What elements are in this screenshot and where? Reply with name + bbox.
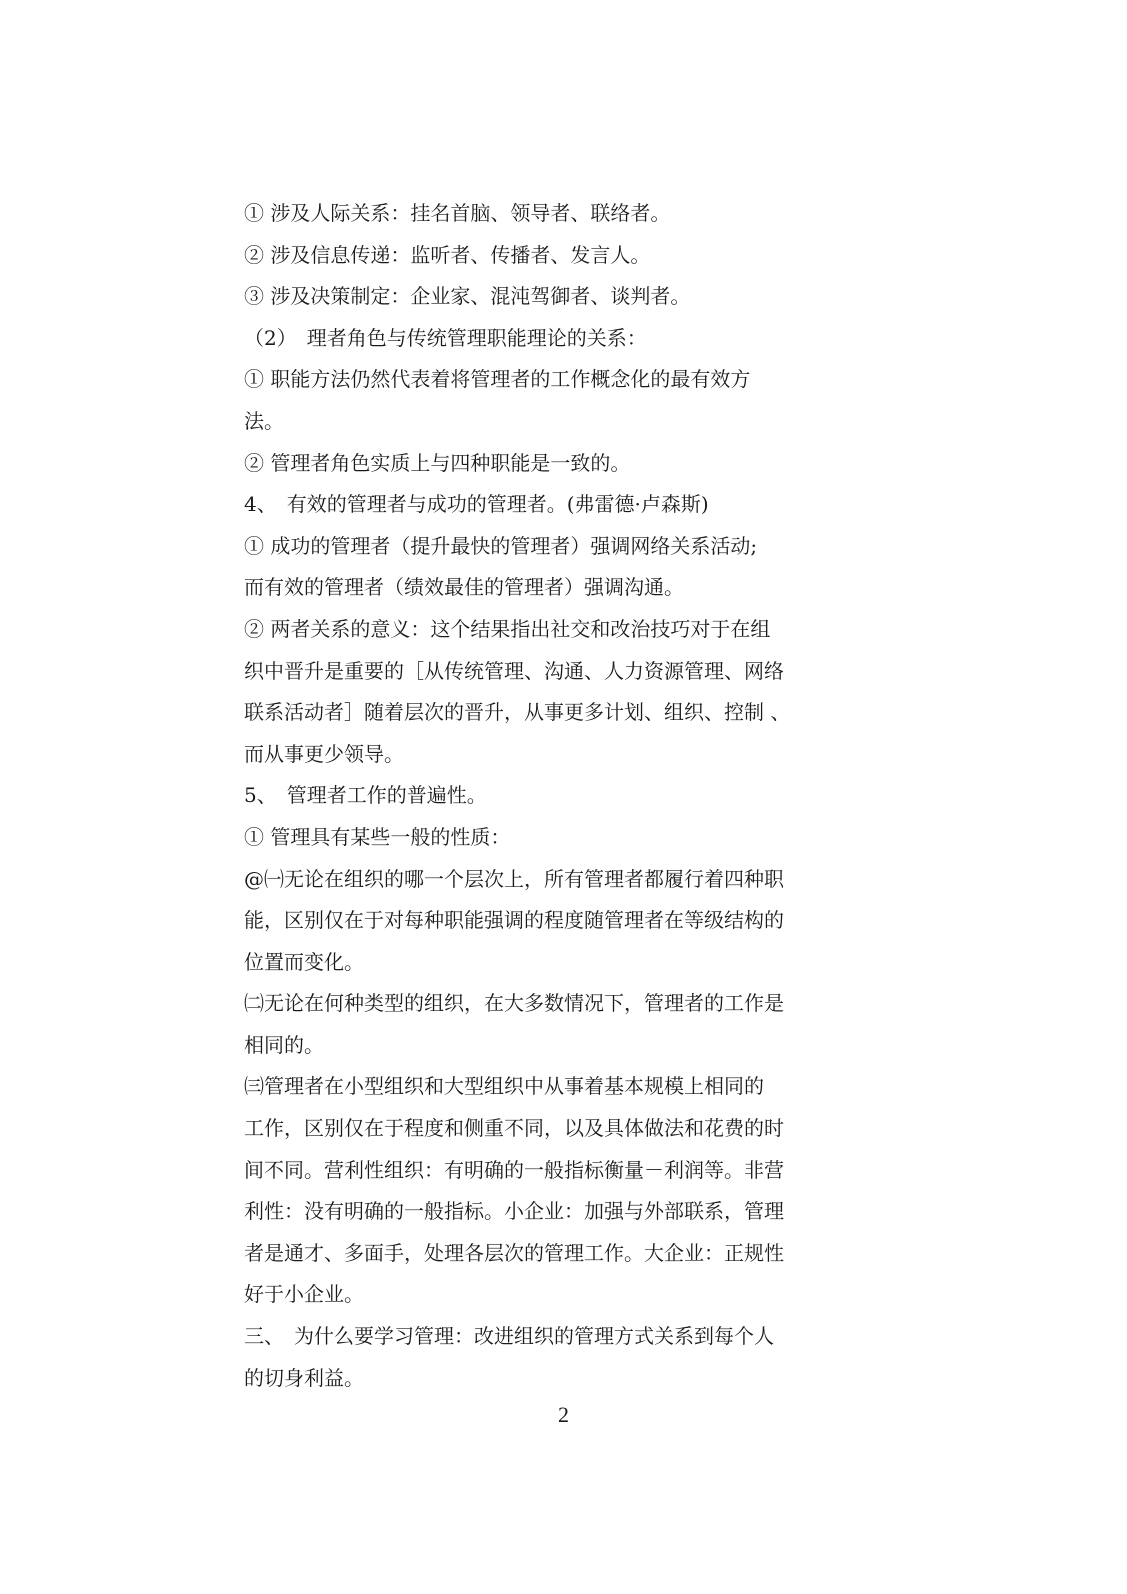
text-line: 而有效的管理者（绩效最佳的管理者）强调沟通。: [244, 575, 684, 600]
section-heading: （2） 理者角色与传统管理职能理论的关系：: [244, 325, 647, 350]
text-line: 间不同。营利性组织：有明确的一般指标衡量－利润等。非营: [244, 1157, 784, 1182]
section-heading: 5、 管理者工作的普遍性。: [244, 783, 487, 808]
text-line: 者是通才、多面手，处理各层次的管理工作。大企业：正规性: [244, 1240, 784, 1265]
document-body: [244, 193, 884, 1399]
text-line: ㈡无论在何种类型的组织，在大多数情况下，管理者的工作是: [244, 991, 784, 1016]
text-line: 利性：没有明确的一般指标。小企业：加强与外部联系，管理: [244, 1199, 784, 1224]
text-line: ㈢管理者在小型组织和大型组织中从事着基本规模上相同的: [244, 1074, 764, 1099]
text-line: 法。: [244, 408, 284, 433]
text-line: ② 涉及信息传递：监听者、传播者、发言人。: [244, 242, 651, 267]
text-line: 而从事更少领导。: [244, 741, 404, 766]
text-line: ① 职能方法仍然代表着将管理者的工作概念化的最有效方: [244, 367, 751, 392]
text-line: 联系活动者］随着层次的晋升，从事更多计划、组织、控制 、: [244, 700, 791, 725]
text-line: ③ 涉及决策制定：企业家、混沌驾御者、谈判者。: [244, 284, 691, 309]
text-line: ① 成功的管理者（提升最快的管理者）强调网络关系活动;: [244, 533, 758, 558]
text-line: 织中晋升是重要的［从传统管理、沟通、人力资源管理、网络: [244, 658, 784, 683]
page-number: 2: [558, 1402, 569, 1427]
text-line: ① 管理具有某些一般的性质：: [244, 824, 511, 849]
text-line: ① 涉及人际关系：挂名首脑、领导者、联络者。: [244, 201, 671, 225]
text-line: 工作，区别仅在于程度和侧重不同，以及具体做法和花费的时: [244, 1116, 784, 1141]
text-line: @㈠无论在组织的哪一个层次上，所有管理者都履行着四种职: [244, 866, 784, 891]
section-heading: 三、 为什么要学习管理：改进组织的管理方式关系到每个人: [244, 1324, 774, 1349]
text-line: 位置而变化。: [244, 949, 364, 974]
section-heading: 4、 有效的管理者与成功的管理者。(弗雷德·卢森斯): [244, 492, 709, 517]
text-line: 相同的。: [244, 1032, 324, 1057]
text-line: ② 管理者角色实质上与四种职能是一致的。: [244, 450, 631, 475]
text-line: 能，区别仅在于对每种职能强调的程度随管理者在等级结构的: [244, 908, 784, 933]
text-line: 好于小企业。: [244, 1282, 364, 1307]
text-line: 的切身利益。: [244, 1365, 364, 1390]
text-line: ② 两者关系的意义：这个结果指出社交和改治技巧对于在组: [244, 616, 771, 641]
